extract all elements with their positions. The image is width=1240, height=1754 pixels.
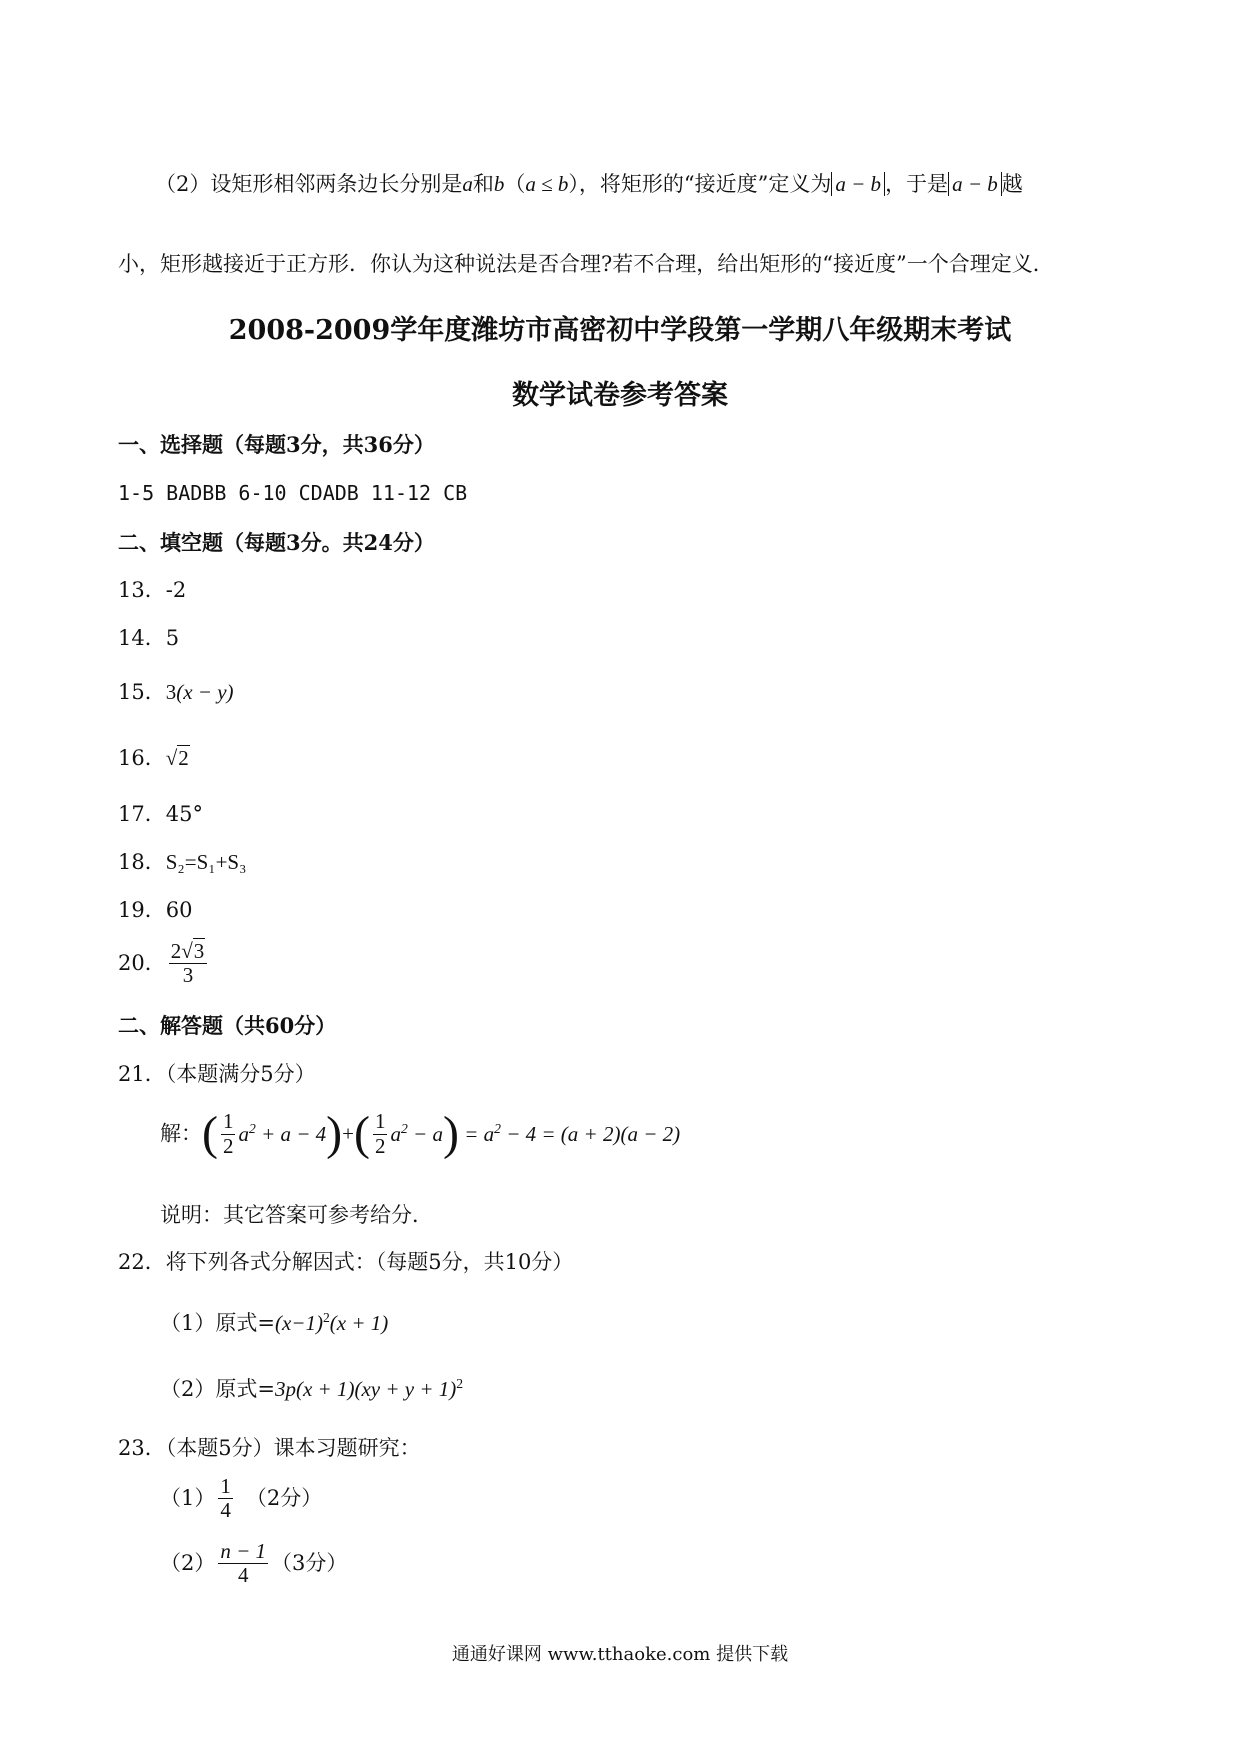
q23-header: 23．（本题5分）课本习题研究： — [118, 1436, 421, 1460]
answer-19: 19．60 — [118, 898, 193, 922]
page-title: 2008-2009学年度潍坊市高密初中学段第一学期八年级期末考试 — [228, 315, 1012, 346]
sqrt-symbol: √2 — [165, 746, 189, 770]
question-2-line-1: （2）设矩形相邻两条边长分别是a和b（a ≤ b），将矩形的“接近度”定义为 a − b ，于是 a − b 越 — [155, 172, 1023, 196]
fraction-1-over-4: $\frac{1}{4}$ — [220, 1474, 231, 1523]
section-multiple-choice-heading: 一、选择题（每题3分，共36分） — [118, 432, 435, 457]
fraction-n-minus-1-over-4: $\frac{n - 1}{4}$ — [220, 1539, 267, 1588]
q22-part-1: （1）原式$=(x-1)^2(x + 1)$ — [160, 1310, 389, 1335]
fraction-2-sqrt3-over-3: $\frac{2√3}{3}$ — [169, 940, 208, 987]
var-b: b — [493, 172, 505, 196]
abs-a-minus-b-2: a − b — [948, 172, 1002, 196]
q21-solution: 解：( $\frac{1}{2}$ $a^2 + a - 4)+$( $\frac{1}{2}$ $a^2 - a) = a^2 - 4 = (a + 2)(a - 2)$ — [160, 1107, 681, 1160]
q23-part-2: （2） $\frac{n - 1}{4}$ （3分） — [160, 1539, 348, 1588]
answer-15: 15．3(x − y) — [118, 680, 234, 704]
q23-part-1: （1） $\frac{1}{4}$ （2分） — [160, 1474, 323, 1523]
abs-a-minus-b: a − b — [831, 172, 885, 196]
q21-header: 21．（本题满分5分） — [118, 1062, 316, 1086]
page-footer: 通通好课网 www.tthaoke.com 提供下载 — [451, 1644, 789, 1665]
condition-a-le-b: a ≤ b — [525, 172, 569, 196]
q22-header: 22．将下列各式分解因式：（每题5分，共10分） — [118, 1250, 574, 1274]
var-a: a — [462, 172, 473, 196]
answer-14: 14．5 — [118, 626, 180, 650]
answer-17: 17．45° — [118, 802, 203, 826]
answer-20: 20． $\frac{2√3}{3}$ — [118, 940, 210, 987]
section-solutions-heading: 二、解答题（共60分） — [118, 1013, 337, 1038]
page-subtitle: 数学试卷参考答案 — [512, 380, 728, 411]
multiple-choice-answers: 1-5 BADBB 6-10 CDADB 11-12 CB — [118, 481, 468, 505]
answer-16: 16．√2 — [118, 746, 189, 770]
question-2-line-2: 小，矩形越接近于正方形．你认为这种说法是否合理?若不合理，给出矩形的“接近度”一个合理定义． — [118, 252, 1054, 276]
answer-13: 13．-2 — [118, 578, 187, 602]
q22-part-2: （2）原式=3p(x + 1)(xy + y + 1)$^2$ — [160, 1376, 464, 1401]
q21-note: 说明：其它答案可参考给分． — [160, 1203, 433, 1227]
section-fill-blank-heading: 二、填空题（每题3分。共24分） — [118, 530, 435, 555]
answer-18: 18．S₂=S₁+S₃ — [118, 850, 247, 874]
